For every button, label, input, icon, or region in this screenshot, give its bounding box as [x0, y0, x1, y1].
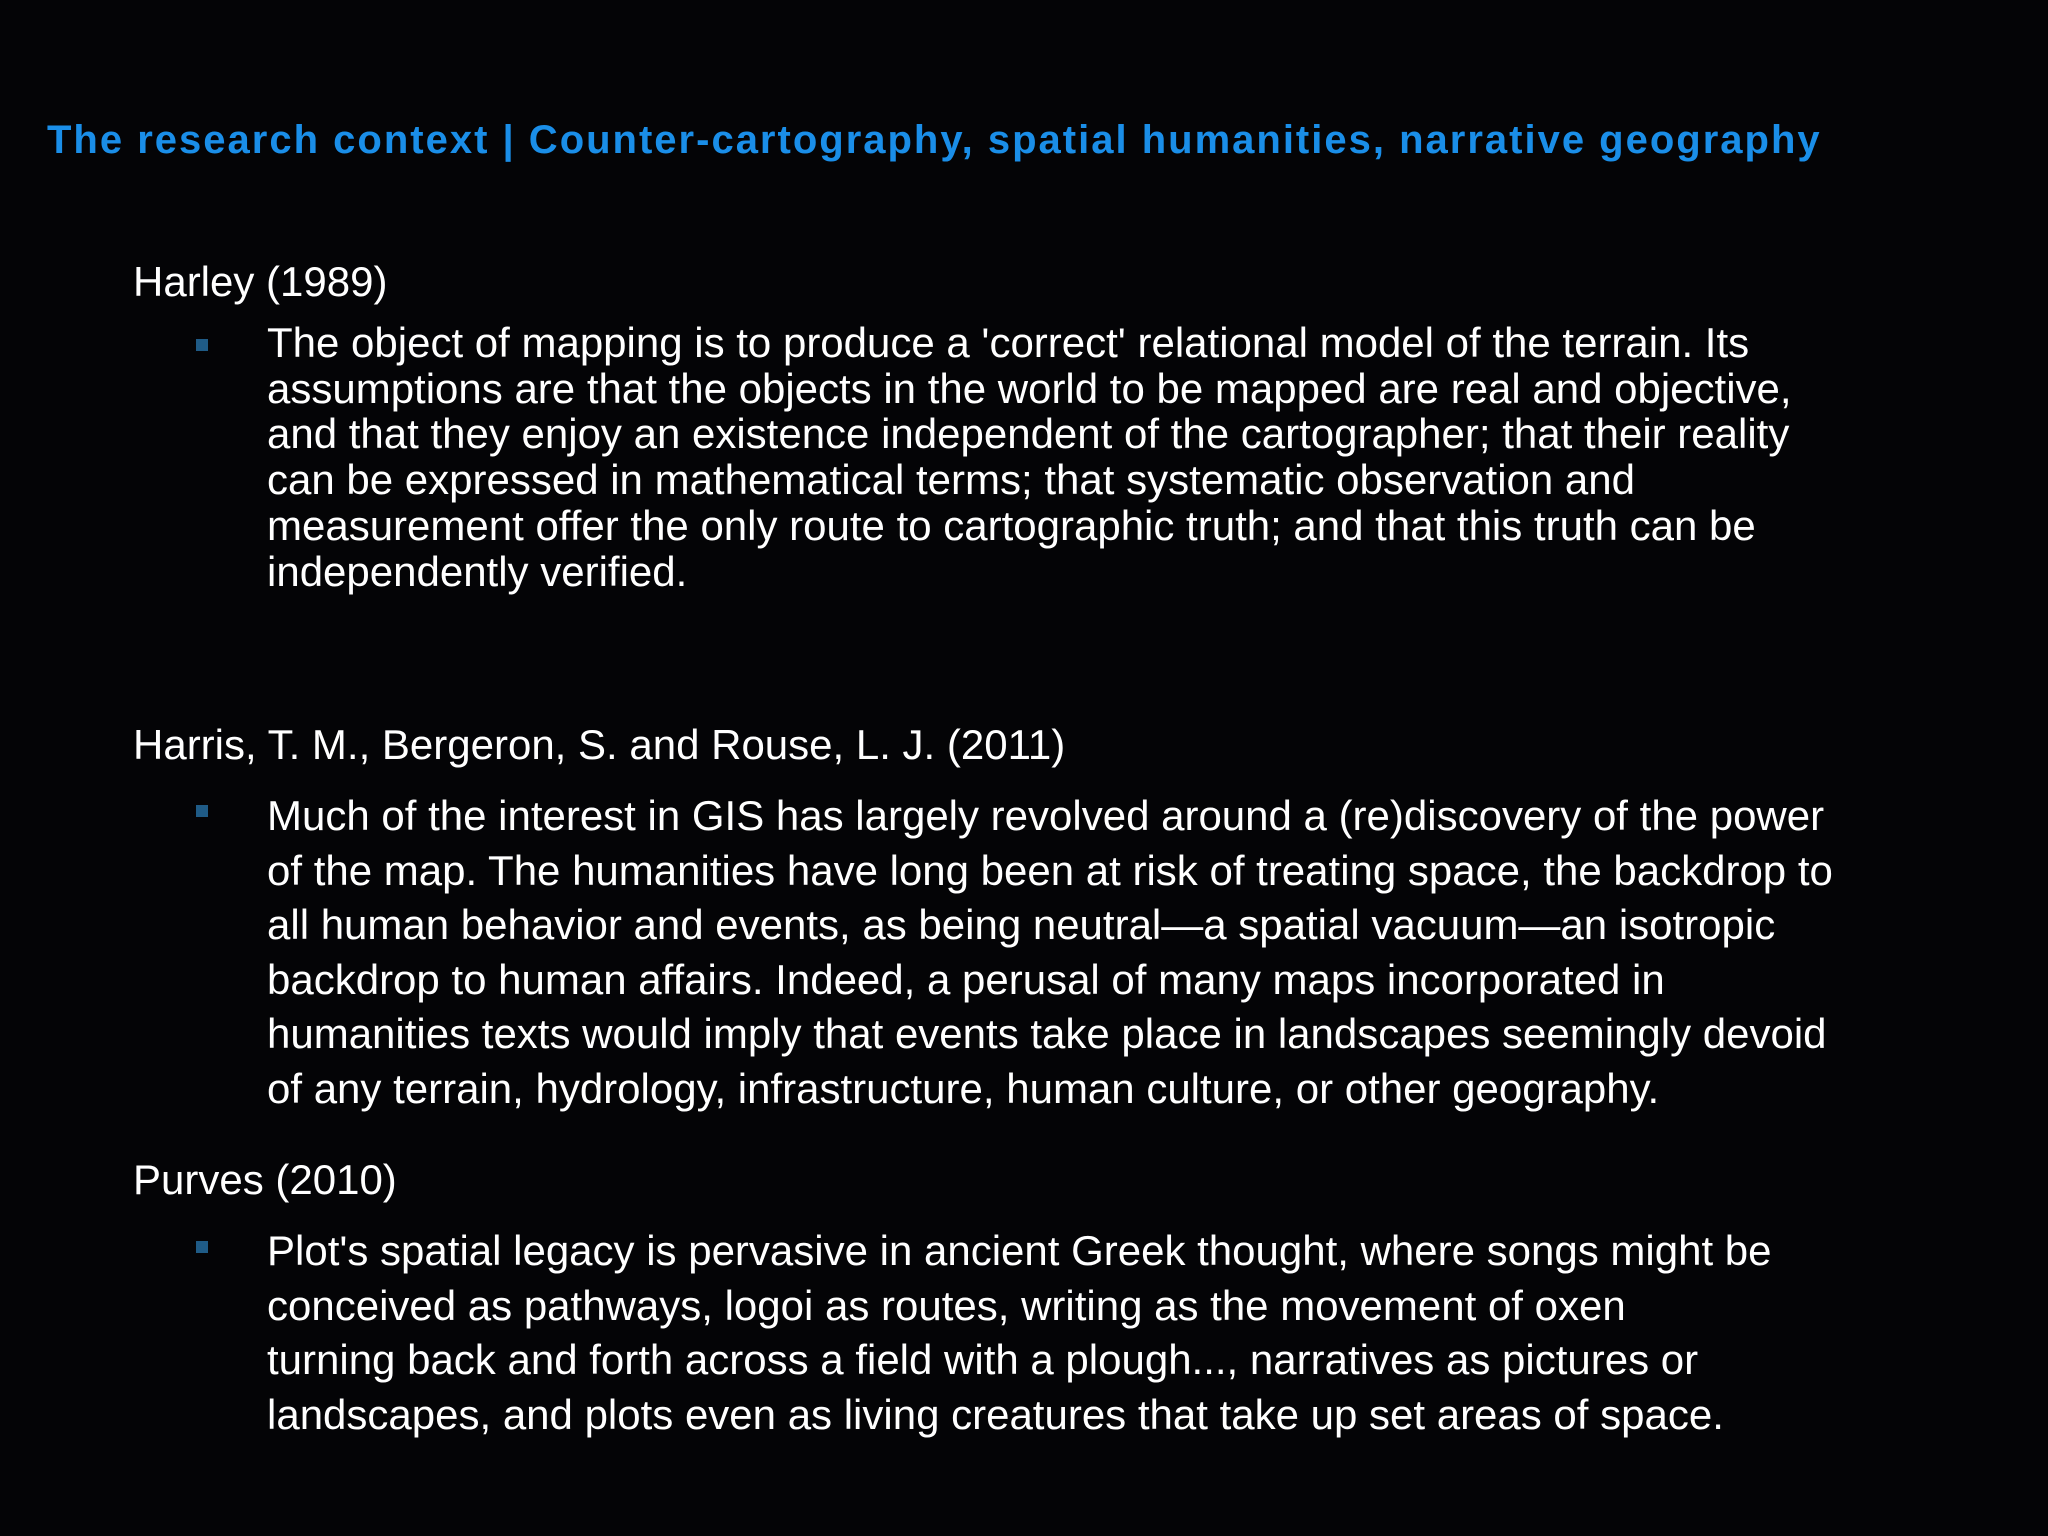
- quote-line: Much of the interest in GIS has largely revolved around a (re)discovery of the power: [267, 792, 1825, 839]
- bullet-icon: [196, 1241, 208, 1253]
- quote-harris: [267, 789, 1987, 1116]
- quote-line: all human behavior and events, as being neutral—a spatial vacuum—an isotropic: [267, 901, 1776, 948]
- slide-title: The research context | Counter-cartography, spatial humanities, narrative geography: [47, 118, 1822, 162]
- quote-line: turning back and forth across a field with a plough..., narratives as pictures or: [267, 1336, 1699, 1383]
- quote-line: landscapes, and plots even as living creatures that take up set areas of space.: [267, 1390, 1724, 1438]
- quote-line: can be expressed in mathematical terms; that systematic observation and: [267, 456, 1635, 504]
- quote-line: of any terrain, hydrology, infrastructure, human culture, or other geography.: [267, 1064, 1660, 1112]
- citation-harris: Harris, T. M., Bergeron, S. and Rouse, L. J. (2011): [133, 721, 1066, 768]
- citation-purves: Purves (2010): [133, 1156, 397, 1203]
- quote-line: humanities texts would imply that events take place in landscapes seemingly devoid: [267, 1010, 1827, 1057]
- quote-line: assumptions are that the objects in the world to be mapped are real and objective,: [267, 364, 1792, 412]
- quote-line: measurement offer the only route to cartographic truth; and that this truth can be: [267, 501, 1756, 549]
- quote-line: The object of mapping is to produce a 'correct' relational model of the terrain. Its: [267, 319, 1750, 366]
- bullet-icon: [196, 339, 208, 351]
- citation-harley: Harley (1989): [133, 258, 388, 305]
- quote-line: Plot's spatial legacy is pervasive in ancient Greek thought, where songs might be: [267, 1227, 1772, 1274]
- quote-harley: [267, 320, 1987, 594]
- quote-line: of the map. The humanities have long been at risk of treating space, the backdrop to: [267, 846, 1833, 894]
- quote-line: and that they enjoy an existence independent of the cartographer; that their reality: [267, 410, 1790, 458]
- quote-line: conceived as pathways, logoi as routes, writing as the movement of oxen: [267, 1281, 1626, 1329]
- quote-line: independently verified.: [267, 547, 688, 595]
- quote-purves: [267, 1224, 1987, 1442]
- quote-line: backdrop to human affairs. Indeed, a perusal of many maps incorporated in: [267, 955, 1665, 1003]
- bullet-icon: [196, 805, 208, 817]
